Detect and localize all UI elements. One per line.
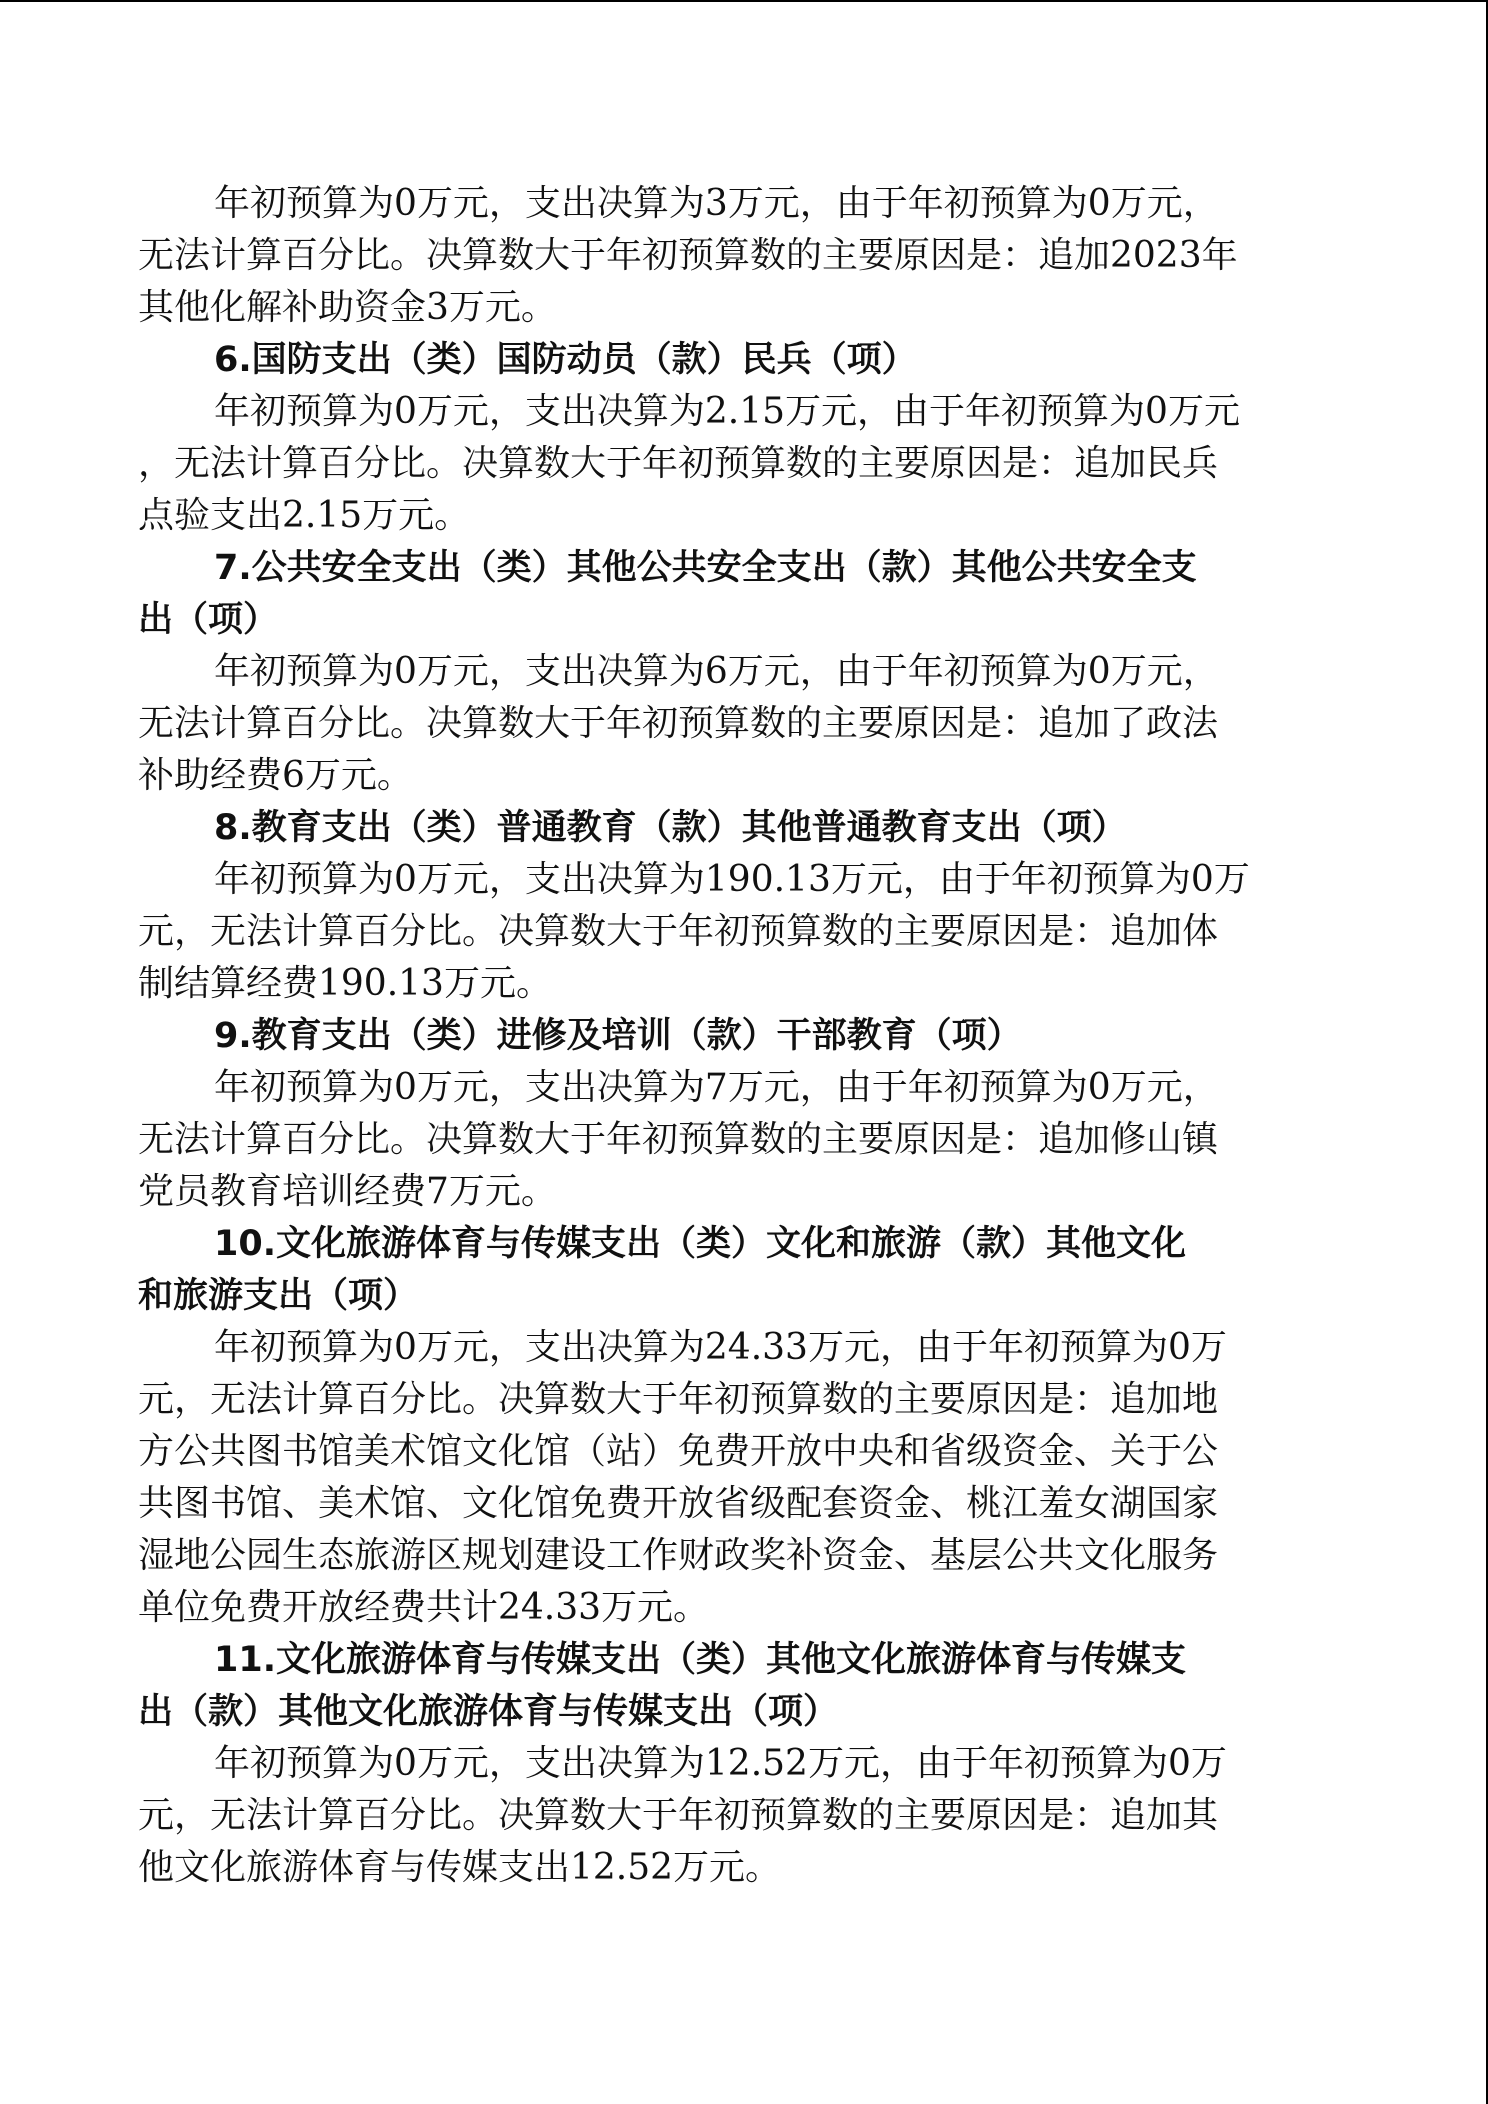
- section-heading: [138, 1634, 1338, 1738]
- paragraph-body: [138, 1738, 1338, 1894]
- heading-line: 11.文化旅游体育与传媒支出（类）其他文化旅游体育与传媒支: [214, 1640, 1187, 1680]
- text-line: 元，无法计算百分比。决算数大于年初预算数的主要原因是：追加地: [138, 1379, 1219, 1420]
- text-line: ，无法计算百分比。决算数大于年初预算数的主要原因是：追加民兵: [138, 443, 1219, 484]
- text-line: 年初预算为0万元，支出决算为24.33万元，由于年初预算为0万: [214, 1327, 1227, 1368]
- paragraph-body: [138, 854, 1338, 1010]
- text-line: 补助经费6万元。: [138, 755, 413, 796]
- text-line: 元，无法计算百分比。决算数大于年初预算数的主要原因是：追加体: [138, 911, 1219, 952]
- paragraph-body: [138, 178, 1338, 334]
- heading-line: 和旅游支出（项）: [138, 1276, 419, 1316]
- heading-line: 出（项）: [138, 600, 279, 640]
- text-line: 年初预算为0万元，支出决算为190.13万元，由于年初预算为0万: [214, 859, 1250, 900]
- text-line: 他文化旅游体育与传媒支出12.52万元。: [138, 1847, 782, 1888]
- text-line: 年初预算为0万元，支出决算为2.15万元，由于年初预算为0万元: [214, 391, 1240, 432]
- text-line: 制结算经费190.13万元。: [138, 963, 552, 1004]
- section-heading: [138, 1010, 1338, 1062]
- text-line: 单位免费开放经费共计24.33万元。: [138, 1587, 710, 1628]
- text-line: 党员教育培训经费7万元。: [138, 1171, 557, 1212]
- text-line: 无法计算百分比。决算数大于年初预算数的主要原因是：追加了政法: [138, 703, 1219, 744]
- paragraph-body: [138, 1062, 1338, 1218]
- text-line: 无法计算百分比。决算数大于年初预算数的主要原因是：追加修山镇: [138, 1119, 1219, 1160]
- section-heading: [138, 334, 1338, 386]
- text-line: 无法计算百分比。决算数大于年初预算数的主要原因是：追加2023年: [138, 235, 1238, 276]
- text-line: 年初预算为0万元，支出决算为12.52万元，由于年初预算为0万: [214, 1743, 1227, 1784]
- text-line: 元，无法计算百分比。决算数大于年初预算数的主要原因是：追加其: [138, 1795, 1219, 1836]
- text-line: 点验支出2.15万元。: [138, 495, 471, 536]
- text-line: 共图书馆、美术馆、文化馆免费开放省级配套资金、桃江羞女湖国家: [138, 1483, 1219, 1524]
- paragraph-body: [138, 646, 1338, 802]
- text-line: 湿地公园生态旅游区规划建设工作财政奖补资金、基层公共文化服务: [138, 1535, 1219, 1576]
- heading-line: 8.教育支出（类）普通教育（款）其他普通教育支出（项）: [214, 808, 1127, 848]
- text-line: 其他化解补助资金3万元。: [138, 287, 557, 328]
- heading-line: 9.教育支出（类）进修及培训（款）干部教育（项）: [214, 1016, 1022, 1056]
- heading-line: 出（款）其他文化旅游体育与传媒支出（项）: [138, 1692, 839, 1732]
- text-line: 方公共图书馆美术馆文化馆（站）免费开放中央和省级资金、关于公: [138, 1431, 1219, 1472]
- text-line: 年初预算为0万元，支出决算为7万元，由于年初预算为0万元，: [214, 1067, 1219, 1108]
- section-heading: [138, 1218, 1338, 1322]
- text-line: 年初预算为0万元，支出决算为6万元，由于年初预算为0万元，: [214, 651, 1219, 692]
- section-heading: [138, 802, 1338, 854]
- paragraph-body: [138, 1322, 1338, 1634]
- paragraph-body: [138, 386, 1338, 542]
- heading-line: 6.国防支出（类）国防动员（款）民兵（项）: [214, 340, 917, 380]
- heading-line: 7.公共安全支出（类）其他公共安全支出（款）其他公共安全支: [214, 548, 1197, 588]
- document-body: [138, 178, 1338, 1894]
- heading-line: 10.文化旅游体育与传媒支出（类）文化和旅游（款）其他文化: [214, 1224, 1187, 1264]
- section-heading: [138, 542, 1338, 646]
- text-line: 年初预算为0万元，支出决算为3万元，由于年初预算为0万元，: [214, 183, 1219, 224]
